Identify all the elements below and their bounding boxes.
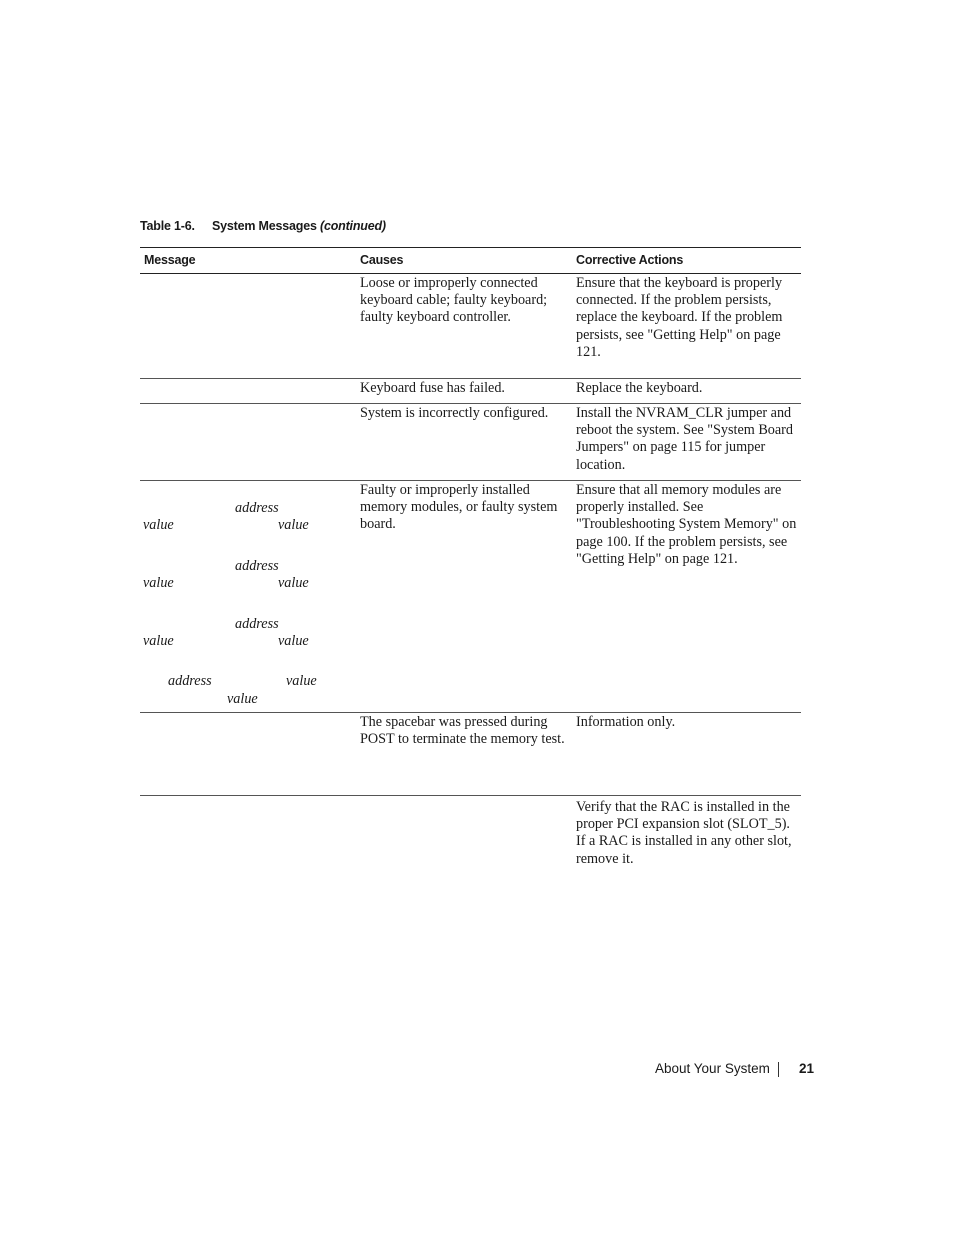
message-fragment: value (286, 673, 317, 689)
actions-cell: Ensure that the keyboard is properly connected. If the problem persists, replace the keyboard. If the problem persists, see "Getting Help" on page 121. (572, 274, 801, 379)
footer-section-title: About Your System (655, 1061, 770, 1076)
causes-cell (356, 796, 572, 876)
message-fragment: address (235, 558, 279, 574)
table-continued: (continued) (320, 219, 386, 233)
message-fragment: value (278, 517, 309, 533)
table-header-row (140, 248, 801, 274)
message-fragment: value (227, 691, 258, 707)
message-cell (140, 796, 356, 876)
table-row (140, 481, 801, 713)
message-fragment: value (278, 633, 309, 649)
message-fragment: value (278, 575, 309, 591)
message-fragment: value (143, 517, 174, 533)
system-messages-table (140, 247, 801, 876)
message-cell (140, 404, 356, 481)
header-corrective-actions: Corrective Actions (572, 248, 801, 274)
table-row (140, 713, 801, 796)
causes-cell: System is incorrectly configured. (356, 404, 572, 481)
message-cell (140, 713, 356, 796)
table-row (140, 379, 801, 404)
actions-cell: Ensure that all memory modules are properly installed. See "Troubleshooting System Memory" on page 100. If the problem persists, see "Getting Help" on page 121. (572, 481, 801, 713)
table-title: System Messages (212, 219, 317, 233)
message-fragment: value (143, 575, 174, 591)
message-fragment: address (168, 673, 212, 689)
message-fragment: address (235, 500, 279, 516)
table-row (140, 796, 801, 876)
message-cell (140, 379, 356, 404)
footer-separator (778, 1062, 779, 1077)
page-number: 21 (799, 1061, 815, 1076)
causes-cell: The spacebar was pressed during POST to terminate the memory test. (356, 713, 572, 796)
table-row (140, 274, 801, 379)
message-cell (140, 481, 356, 713)
causes-cell: Keyboard fuse has failed. (356, 379, 572, 404)
header-causes: Causes (356, 248, 572, 274)
actions-cell: Information only. (572, 713, 801, 796)
table-caption (140, 219, 386, 233)
actions-cell: Verify that the RAC is installed in the proper PCI expansion slot (SLOT_5). If a RAC is installed in any other slot, remove it. (576, 799, 792, 867)
table-number: Table 1-6. (140, 219, 195, 233)
actions-cell: Install the NVRAM_CLR jumper and reboot the system. See "System Board Jumpers" on page 115 for jumper location. (572, 404, 801, 481)
table-row (140, 404, 801, 481)
message-fragment: address (235, 616, 279, 632)
causes-cell: Faulty or improperly installed memory modules, or faulty system board. (356, 481, 572, 713)
message-cell (140, 274, 356, 379)
message-fragment: value (143, 633, 174, 649)
header-message: Message (140, 248, 356, 274)
causes-cell: Loose or improperly connected keyboard cable; faulty keyboard; faulty keyboard controller. (356, 274, 572, 379)
actions-cell: Replace the keyboard. (572, 379, 801, 404)
